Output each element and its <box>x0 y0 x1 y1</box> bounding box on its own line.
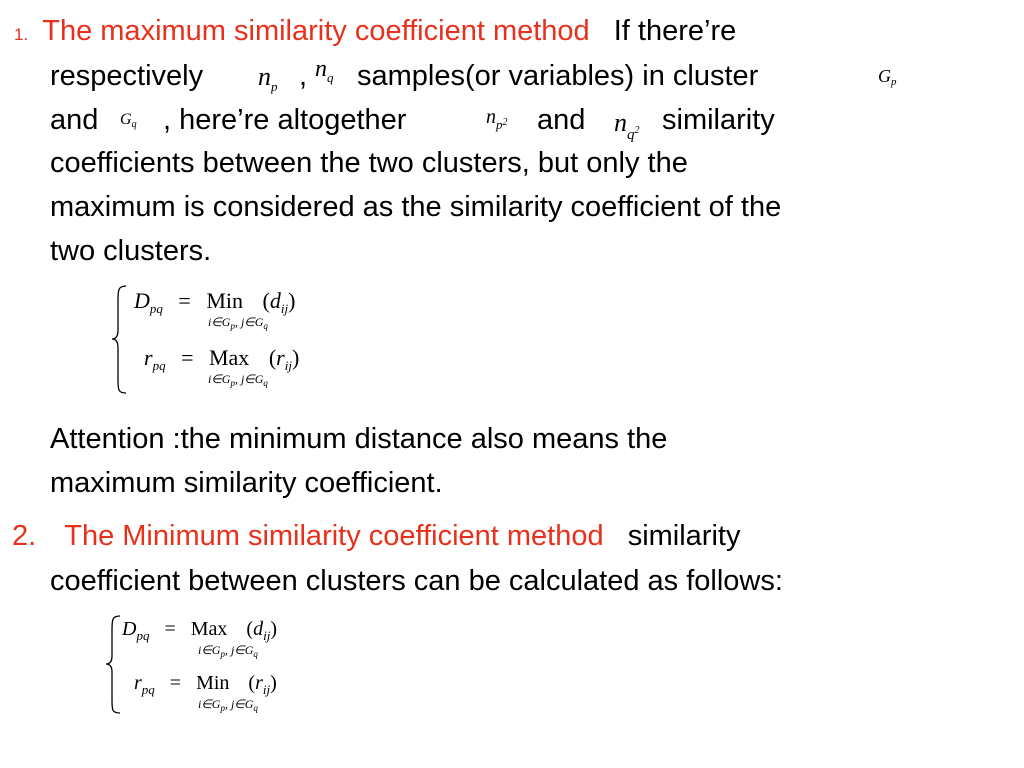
formula-1-row-1-limits <box>208 315 268 330</box>
symbol-G: G <box>878 66 891 86</box>
item1-text-l5: maximum is considered as the similarity coefficient of the <box>50 191 782 223</box>
comma: , <box>299 60 308 92</box>
arg-subscript: ij <box>263 628 271 643</box>
item2-heading: The Minimum similarity coefficient method <box>64 520 604 552</box>
item1-text-l1: If there’re <box>613 15 737 47</box>
formula-2 <box>104 612 384 717</box>
paren-open: ( <box>246 618 254 640</box>
paren-close: ) <box>270 618 277 640</box>
symbol-n-q <box>315 56 334 83</box>
symbol-sup-2: 2 <box>634 125 640 136</box>
left-brace <box>104 612 124 717</box>
limit-j: , j∈G <box>224 643 254 657</box>
item2-line1 <box>12 519 740 553</box>
item1-text-l6: two clusters. <box>50 235 212 267</box>
formula-1-row-2-limits <box>208 372 268 387</box>
paren-open: ( <box>248 672 256 694</box>
limit-p: p <box>220 703 225 713</box>
item1-number: 1. <box>14 25 29 44</box>
formula-1-row-2 <box>144 345 299 371</box>
symbol-n: n <box>258 62 271 91</box>
symbol-sub-p: p <box>891 76 897 88</box>
item1-line3d <box>662 103 775 137</box>
arg-symbol: d <box>253 618 264 640</box>
operator: Min <box>206 288 243 313</box>
limit-j: , j∈G <box>234 372 264 386</box>
lhs-subscript: pq <box>136 628 150 643</box>
arg-symbol: d <box>269 288 281 313</box>
symbol-G-p <box>878 66 897 87</box>
lhs-symbol: D <box>134 288 150 313</box>
symbol-sub-q: q <box>327 70 334 85</box>
item1-text-l3c: and <box>537 104 586 136</box>
paren-close: ) <box>291 345 300 370</box>
paren-close: ) <box>288 288 296 313</box>
arg-symbol: r <box>276 345 285 370</box>
symbol-n: n <box>486 106 496 128</box>
item1-text-l3d: similarity <box>662 104 775 136</box>
symbol-sub-p: p <box>271 79 278 94</box>
lhs-subscript: pq <box>149 301 163 316</box>
lhs-symbol: r <box>134 672 142 694</box>
item2-text-l2: coefficient between clusters can be calculated as follows: <box>50 565 783 597</box>
formula-1-row-1 <box>134 288 295 314</box>
item1-line3c <box>537 103 585 137</box>
item1-line3b <box>163 103 406 137</box>
lhs-symbol: r <box>144 345 153 370</box>
symbol-sub-q: q <box>627 127 635 143</box>
operator: Max <box>208 345 250 370</box>
symbol-G-q <box>120 111 137 129</box>
attention-text-l1: Attention :the minimum distance also means the <box>50 423 668 455</box>
item1-comma <box>299 59 307 93</box>
symbol-G: G <box>120 111 132 128</box>
limit-p: p <box>230 378 235 388</box>
item1-line2b <box>357 59 758 93</box>
symbol-n-p-squared <box>486 106 508 132</box>
limit-q: q <box>263 321 268 331</box>
formula-2-row-2 <box>134 672 277 695</box>
lhs-subscript: pq <box>152 358 166 373</box>
symbol-sub-p: p <box>496 117 503 132</box>
arg-subscript: ij <box>280 301 289 316</box>
symbol-n-q-squared <box>614 108 640 143</box>
item2-line2 <box>50 564 783 598</box>
equals-sign: = <box>164 618 176 640</box>
formula-2-row-2-limits <box>198 697 258 712</box>
paren-open: ( <box>262 288 270 313</box>
paren-open: ( <box>268 345 277 370</box>
limit-p: p <box>220 649 225 659</box>
limit-p: p <box>230 321 235 331</box>
attention-line2 <box>50 466 443 500</box>
equals-sign: = <box>178 288 191 313</box>
equals-sign: = <box>181 345 194 370</box>
item1-line4 <box>50 146 688 180</box>
item1-line3 <box>50 103 98 137</box>
arg-symbol: r <box>255 672 263 694</box>
item2-number: 2. <box>12 520 37 552</box>
item1-text-l2b: samples(or variables) in cluster <box>357 60 759 92</box>
limit-q: q <box>253 703 258 713</box>
item1-line2 <box>50 59 203 93</box>
formula-2-row-1-limits <box>198 643 258 658</box>
symbol-n: n <box>614 108 627 137</box>
limit-i: i∈G <box>208 315 231 329</box>
formula-2-row-1 <box>122 618 277 641</box>
arg-subscript: ij <box>284 358 292 373</box>
limit-q: q <box>253 649 258 659</box>
symbol-n-p <box>258 62 278 92</box>
left-brace <box>110 282 130 397</box>
item1-text-l3a: and <box>50 104 99 136</box>
limit-i: i∈G <box>198 643 221 657</box>
operator: Min <box>196 672 230 694</box>
item1-heading: The maximum similarity coefficient method <box>42 15 590 47</box>
formula-1 <box>110 282 390 397</box>
equals-sign: = <box>169 672 182 694</box>
item1-text-l4: coefficients between the two clusters, but only the <box>50 147 688 179</box>
arg-subscript: ij <box>262 682 271 697</box>
limit-q: q <box>263 378 268 388</box>
symbol-sup-2: 2 <box>502 117 508 128</box>
item2-text-l1: similarity <box>627 520 741 552</box>
item1-text-l2a: respectively <box>50 60 204 92</box>
lhs-subscript: pq <box>141 682 155 697</box>
item1-line1 <box>14 14 736 52</box>
limit-i: i∈G <box>208 372 231 386</box>
item1-line5 <box>50 190 781 224</box>
item1-text-l3b: , here’re altogether <box>163 104 407 136</box>
limit-j: , j∈G <box>224 697 254 711</box>
operator: Max <box>190 618 228 640</box>
item1-line6 <box>50 234 211 268</box>
lhs-symbol: D <box>122 618 137 640</box>
paren-close: ) <box>270 672 277 694</box>
attention-text-l2: maximum similarity coefficient. <box>50 467 443 499</box>
symbol-sub-q: q <box>131 119 137 130</box>
limit-j: , j∈G <box>234 315 264 329</box>
symbol-n: n <box>315 56 327 82</box>
limit-i: i∈G <box>198 697 221 711</box>
attention-line1 <box>50 422 667 456</box>
